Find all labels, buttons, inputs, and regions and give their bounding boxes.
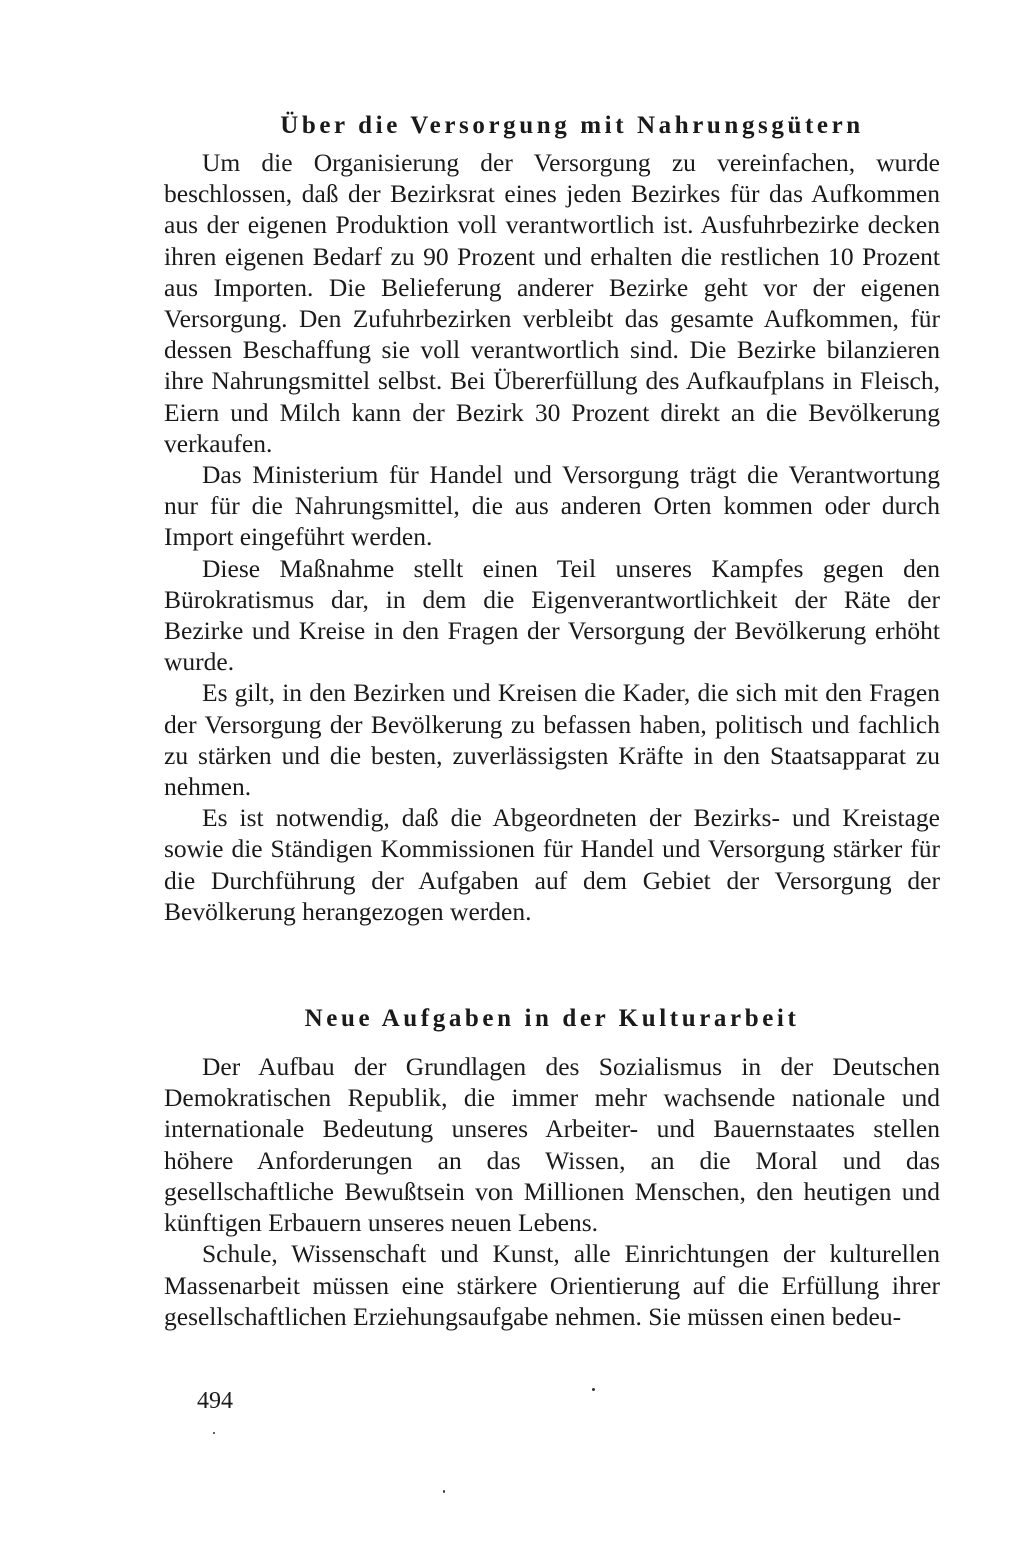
page-number: 494 <box>197 1388 233 1414</box>
paragraph: Es gilt, in den Bezirken und Kreisen die Kader, die sich mit den Fragen der Versorgung der Bevölkerung zu befassen haben, politisch und fachlich zu stärken und die besten, zuverlässigsten Kräfte in den Staatsapparat zu nehmen. <box>164 678 940 802</box>
paragraph: Um die Organisierung der Versorgung zu vereinfachen, wurde beschlossen, daß der Bezirksrat eines jeden Bezirkes für das Aufkommen aus der eigenen Produktion voll verantwortlich ist. Ausfuhrbezirke decken ihren eigenen Bedarf zu 90 Prozent und erhalten die restlichen 10 Prozent aus Importen. Die Belieferung anderer Bezirke geht vor der eigenen Versorgung. Den Zufuhrbezirken verbleibt das gesamte Aufkommen, für dessen Beschaffung sie voll verantwortlich sind. Die Bezirke bilanzieren ihre Nahrungsmittel selbst. Bei Übererfüllung des Aufkaufplans in Fleisch, Eiern und Milch kann der Bezirk 30 Prozent direkt an die Bevölkerung verkaufen. <box>164 148 940 458</box>
paragraph: Der Aufbau der Grundlagen des Sozialismus in der Deutschen Demokratischen Republik, die immer mehr wachsende nationale und internationale Bedeutung unseres Arbeiter- und Bauernstaates stellen höhere Anforderungen an das Wissen, an die Moral und das gesellschaftliche Bewußtsein von Millionen Menschen, den heutigen und künftigen Erbauern unseres neuen Lebens. <box>164 1052 940 1238</box>
scan-speck <box>592 1388 595 1391</box>
page-body <box>164 108 940 1332</box>
paragraph: Das Ministerium für Handel und Versorgung trägt die Verantwortung nur für die Nahrungsmittel, die aus anderen Orten kommen oder durch Import eingeführt werden. <box>164 460 940 552</box>
scan-speck <box>443 1490 445 1493</box>
paragraph: Es ist notwendig, daß die Abgeordneten der Bezirks- und Kreistage sowie die Ständigen Kommissionen für Handel und Versorgung stärker für die Durchführung der Aufgaben auf dem Gebiet der Versorgung der Bevölkerung herangezogen werden. <box>164 803 940 926</box>
section-heading-food-supply: Über die Versorgung mit Nahrungsgütern <box>280 112 864 139</box>
paragraph: Diese Maßnahme stellt einen Teil unseres Kampfes gegen den Bürokratismus dar, in dem die Eigenverantwortlichkeit der Räte der Bezirke und Kreise in den Fragen der Versorgung der Bevölkerung erhöht wurde. <box>164 553 940 677</box>
section-heading-cultural-work: Neue Aufgaben in der Kulturarbeit <box>304 1005 800 1033</box>
scan-speck <box>213 1432 215 1434</box>
paragraph: Schule, Wissenschaft und Kunst, alle Einrichtungen der kulturellen Massenarbeit müssen eine stärkere Orientierung auf die Erfüllung ihrer gesellschaftlichen Erziehungsaufgabe nehmen. Sie müssen einen bedeu- <box>164 1239 940 1331</box>
